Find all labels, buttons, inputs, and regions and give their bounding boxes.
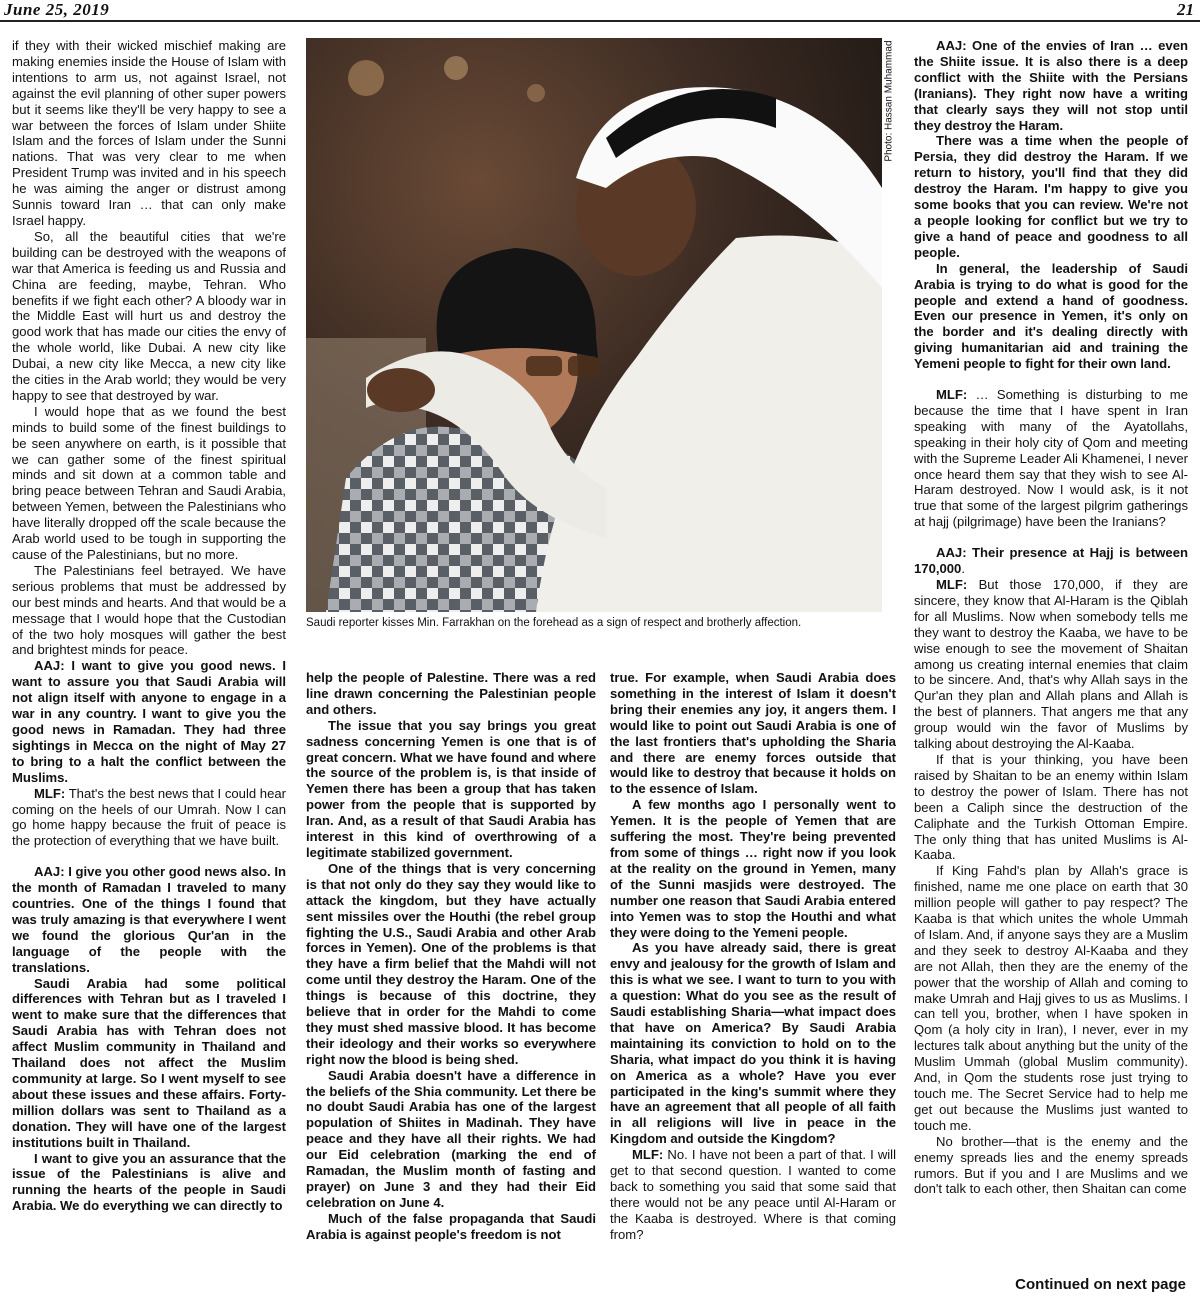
- photo-embrace: [306, 38, 882, 612]
- speaker-label: MLF:: [34, 785, 66, 801]
- paragraph: There was a time when the people of Persia, they did destroy the Haram. If we return to history, you'll find that they did destroy the Haram. I'm happy to give you some books that you can review. We're not a people looking for conflict but we try to give a hand of peace and goodness to all people.: [914, 133, 1188, 260]
- paragraph-text: AAJ: Their presence at Hajj is between 170,000: [914, 545, 1188, 577]
- paragraph-text: … Something is disturbing to me because the time that I have spent in Iran speaking with many of the Ayatollahs, speaking in their holy city of Qom and meeting with the Supreme Leader Ali Khamenei, I never once heard them say that they wish to see Al-Haram destroyed. Now I would ask, is it not true that some of the largest pilgrim gatherings at hajj (pilgrimage) have been the Iranians?: [914, 387, 1188, 530]
- paragraph: AAJ: I want to give you good news. I want to assure you that Saudi Arabia will not align itself with anyone to engage in a war in any country. I want to give you the good news in Ramadan. They had three sightings in Mecca on the night of May 27 to bring to a halt the conflict between the Muslims.: [12, 658, 286, 785]
- page-number: 21: [1177, 0, 1194, 19]
- paragraph: In general, the leadership of Saudi Arabia is trying to do what is good for the people and extend a hand of goodness. Even our presence in Yemen, it's only on the border and it's dealing directly with giving humanitarian aid and training the Yemeni people to fight for their own land.: [914, 260, 1188, 372]
- paragraph: [914, 545, 1188, 577]
- paragraph: One of the things that is very concerning is that not only do they say they would like to attack the kingdom, but they have actually sent missiles over the Houthi (the rebel group fighting the U.S., Saudi Arabia and other Arab forces in Yemen). One of the problems is that they have a firm belief that the Mahdi will not come until they destroy the Haram. One of the things is because of this doctrine, they believe that in order for the Mahdi to come they must shed massive blood. It has become their ideology and their works so everywhere right now the blood is being shed.: [306, 860, 596, 1067]
- paragraph: A few months ago I personally went to Yemen. It is the people of Yemen that are suffering the most. They're being prevented from some of things … right now if you look at the reality on the ground in Yemen, many of the Sunni masjids were destroyed. The number one reason that Saudi Arabia entered into Yemen was to stop the Houthi and what they were doing to the Yemeni people.: [610, 797, 896, 940]
- paragraph: help the people of Palestine. There was a red line drawn concerning the Palestinian people and others.: [306, 670, 596, 717]
- paragraph: Saudi Arabia had some political differences with Tehran but as I traveled I went to make sure that the differences that Saudi Arabia has with Tehran does not affect Muslim community in Thailand and Thailand does not affect the Muslim community at large. So I went myself to see about these issues and these affairs. Forty-million dollars was sent to Thailand as a donation. They will have one of the largest institutions built in Thailand.: [12, 975, 286, 1150]
- paragraph: If King Fahd's plan by Allah's grace is finished, name me one place on earth that 30 million people will gather to pay respect? The Kaaba is that which unites the whole Ummah of Islam. And, if anyone says they are a Muslim and they seek to destroy Al-Kaaba and they are not Allah, then they are the enemy of the power that the worship of Allah and coming to make Umrah and Hajj gives to us as Muslims. I can tell you, brother, when I have spoken in Qom (a holy city in Iran), I never, ever in my lectures talk about anything but the unity of the Muslim Ummah (global Muslim community). And, in Qom the students rose just trying to touch me. The Secret Service had to help me get out because the Muslims just wanted to touch me.: [914, 863, 1188, 1133]
- paragraph: The issue that you say brings you great sadness concerning Yemen is one that is of great concern. What we have found and where the source of the problem is, is that inside of Yemen there has been a group that has taken power from the people that is supported by Iran. And, as a result of that Saudi Arabia has interest in this kind of overthrowing of a legitimate stabilized government.: [306, 717, 596, 860]
- paragraph: No brother—that is the enemy and the enemy spreads lies and the enemy spreads rumors. But if you and I are Muslims and we don't talk to each other, then Shaitan can come: [914, 1133, 1188, 1197]
- article-column-1: [12, 38, 286, 1294]
- issue-date: June 25, 2019: [4, 0, 110, 19]
- paragraph: true. For example, when Saudi Arabia does something in the interest of Islam it doesn't bring their enemies any joy, it angers them. I would like to point out Saudi Arabia is one of the last frontiers that's upholding the Sharia and there are enemy forces outside that would like to destroy that because it holds on to the essence of Islam.: [610, 670, 896, 797]
- paragraph: [12, 786, 286, 850]
- paragraph: [914, 577, 1188, 752]
- paragraph-text: But those 170,000, if they are sincere, they know that Al-Haram is the Qiblah for all Muslims. Now when somebody tells me they want to destroy the Kaaba, we have to be wise enough to see the movement of Shaitan among us creating internal enemies that claim to be sincere. And, that's why Allah says in the Qur'an they plan and Allah plans and Allah is the best of planners. That angers me that any group would win the favor of Muslims by talking about destroying the Al-Kaaba.: [914, 577, 1188, 752]
- paragraph: So, all the beautiful cities that we're building can be destroyed with the weapons of war that America is feeding us and Russia and China are feeding, maybe, Tehran. Who benefits if we fight each other? A bloody war in the Middle East will hurt us and destroy the good work that has made our cities the envy of the whole world, like Dubai. A new city like Dubai, a new city like Mecca, a new city like the cities in the Arab world; they would be very happy to see that destroyed by war.: [12, 228, 286, 403]
- paragraph: If that is your thinking, you have been raised by Shaitan to be an enemy within Islam to destroy the power of Islam. There has not been a Caliph since the destruction of the Caliphate and the Turkish Ottoman Empire. The only thing that has united Muslims is Al-Kaaba.: [914, 751, 1188, 863]
- paragraph: The Palestinians feel betrayed. We have serious problems that must be addressed by our best minds and hearts. And that would be a message that I would hope that the Custodian of the two holy mosques will gather the best and brightest minds for peace.: [12, 562, 286, 658]
- header-rule: [0, 20, 1200, 22]
- speaker-label: MLF:: [632, 1147, 664, 1163]
- paragraph: if they with their wicked mischief making are making enemies inside the House of Islam with intentions to arm us, not against Israel, not against the evil planning of other super powers but it seems like they'll be very happy to see a war between the forces of Islam under Shiite Islam and the forces of Islam under the Sunni nations. That was very clear to me when President Trump was invited and in his speech he was aiming the anger or distrust among Sunnis toward Iran … that can only make Israel happy.: [12, 38, 286, 228]
- paragraph-text: .: [961, 561, 965, 577]
- article-column-4: [914, 38, 1188, 1274]
- paragraph: Saudi Arabia doesn't have a difference in the beliefs of the Shia community. Let there be no doubt Saudi Arabia has one of the largest population of Shiites in Madinah. They have peace and they have all their rights. We had our Eid celebration (marking the end of Ramadan, the Muslim month of fasting and prayer) on June 3 and they had their Eid celebration on June 4.: [306, 1067, 596, 1210]
- photo-caption: Saudi reporter kisses Min. Farrakhan on the forehead as a sign of respect and brotherly affection.: [306, 617, 802, 629]
- paragraph-text: No. I have not been a part of that. I will get to that second question. I wanted to come back to something you said that some said that there would not be any peace until Al-Haram or the Kaaba is destroyed. Where is that coming from?: [610, 1147, 896, 1242]
- paragraph: [914, 387, 1188, 530]
- paragraph: AAJ: One of the envies of Iran … even the Shiite issue. It is also there is a deep conflict with the Shiite with the Persians (Iranians). They right now have a writing that clearly says they will not stop until they destroy the Haram.: [914, 38, 1188, 133]
- article-column-3: [610, 670, 896, 1294]
- speaker-label: MLF:: [936, 577, 968, 592]
- paragraph-text: That's the best news that I could hear coming on the heels of our Umrah. Now I can go home happy because the fruit of peace is the protection of everything that we have built.: [12, 785, 286, 849]
- photo-illustration: [306, 38, 882, 612]
- paragraph: [610, 1147, 896, 1242]
- page-header: [0, 0, 1200, 20]
- paragraph: I would hope that as we found the best minds to build some of the finest buildings to be seen anywhere on earth, is it possible that we can gather some of the finest spiritual minds and sit down at a common table and bring peace between Tehran and Saudi Arabia, between Yemen, between the Palestinians who have literally dropped off the scale because the Arab world used to be tough in supporting the cause of the Palestinians, but no more.: [12, 403, 286, 562]
- article-column-2: [306, 670, 596, 1294]
- continued-notice: Continued on next page: [1015, 1276, 1186, 1293]
- photo-credit: Photo: Hassan Muhammad: [883, 40, 895, 162]
- paragraph: AAJ: I give you other good news also. In the month of Ramadan I traveled to many countries. One of the things I found that was truly amazing is that everywhere I went we found the glorious Qur'an in the language of the people with the translations.: [12, 864, 286, 975]
- speaker-label: MLF:: [936, 387, 968, 403]
- paragraph: Much of the false propaganda that Saudi Arabia is against people's freedom is not: [306, 1210, 596, 1242]
- paragraph: I want to give you an assurance that the issue of the Palestinians is alive and running the hearts of the people in Saudi Arabia. We do everything we can directly to: [12, 1150, 286, 1214]
- paragraph: As you have already said, there is great envy and jealousy for the growth of Islam and this is what we see. I want to turn to you with a question: What do you see as the result of Saudi establishing Sharia—what impact does that have on America? By Saudi Arabia maintaining its conviction to hold on to the Sharia, what impact do you think it is having on America as a whole? Have you ever participated in the king's summit where they have an agreement that all people of all faith in all religions will live in peace in the Kingdom and outside the Kingdom?: [610, 940, 896, 1147]
